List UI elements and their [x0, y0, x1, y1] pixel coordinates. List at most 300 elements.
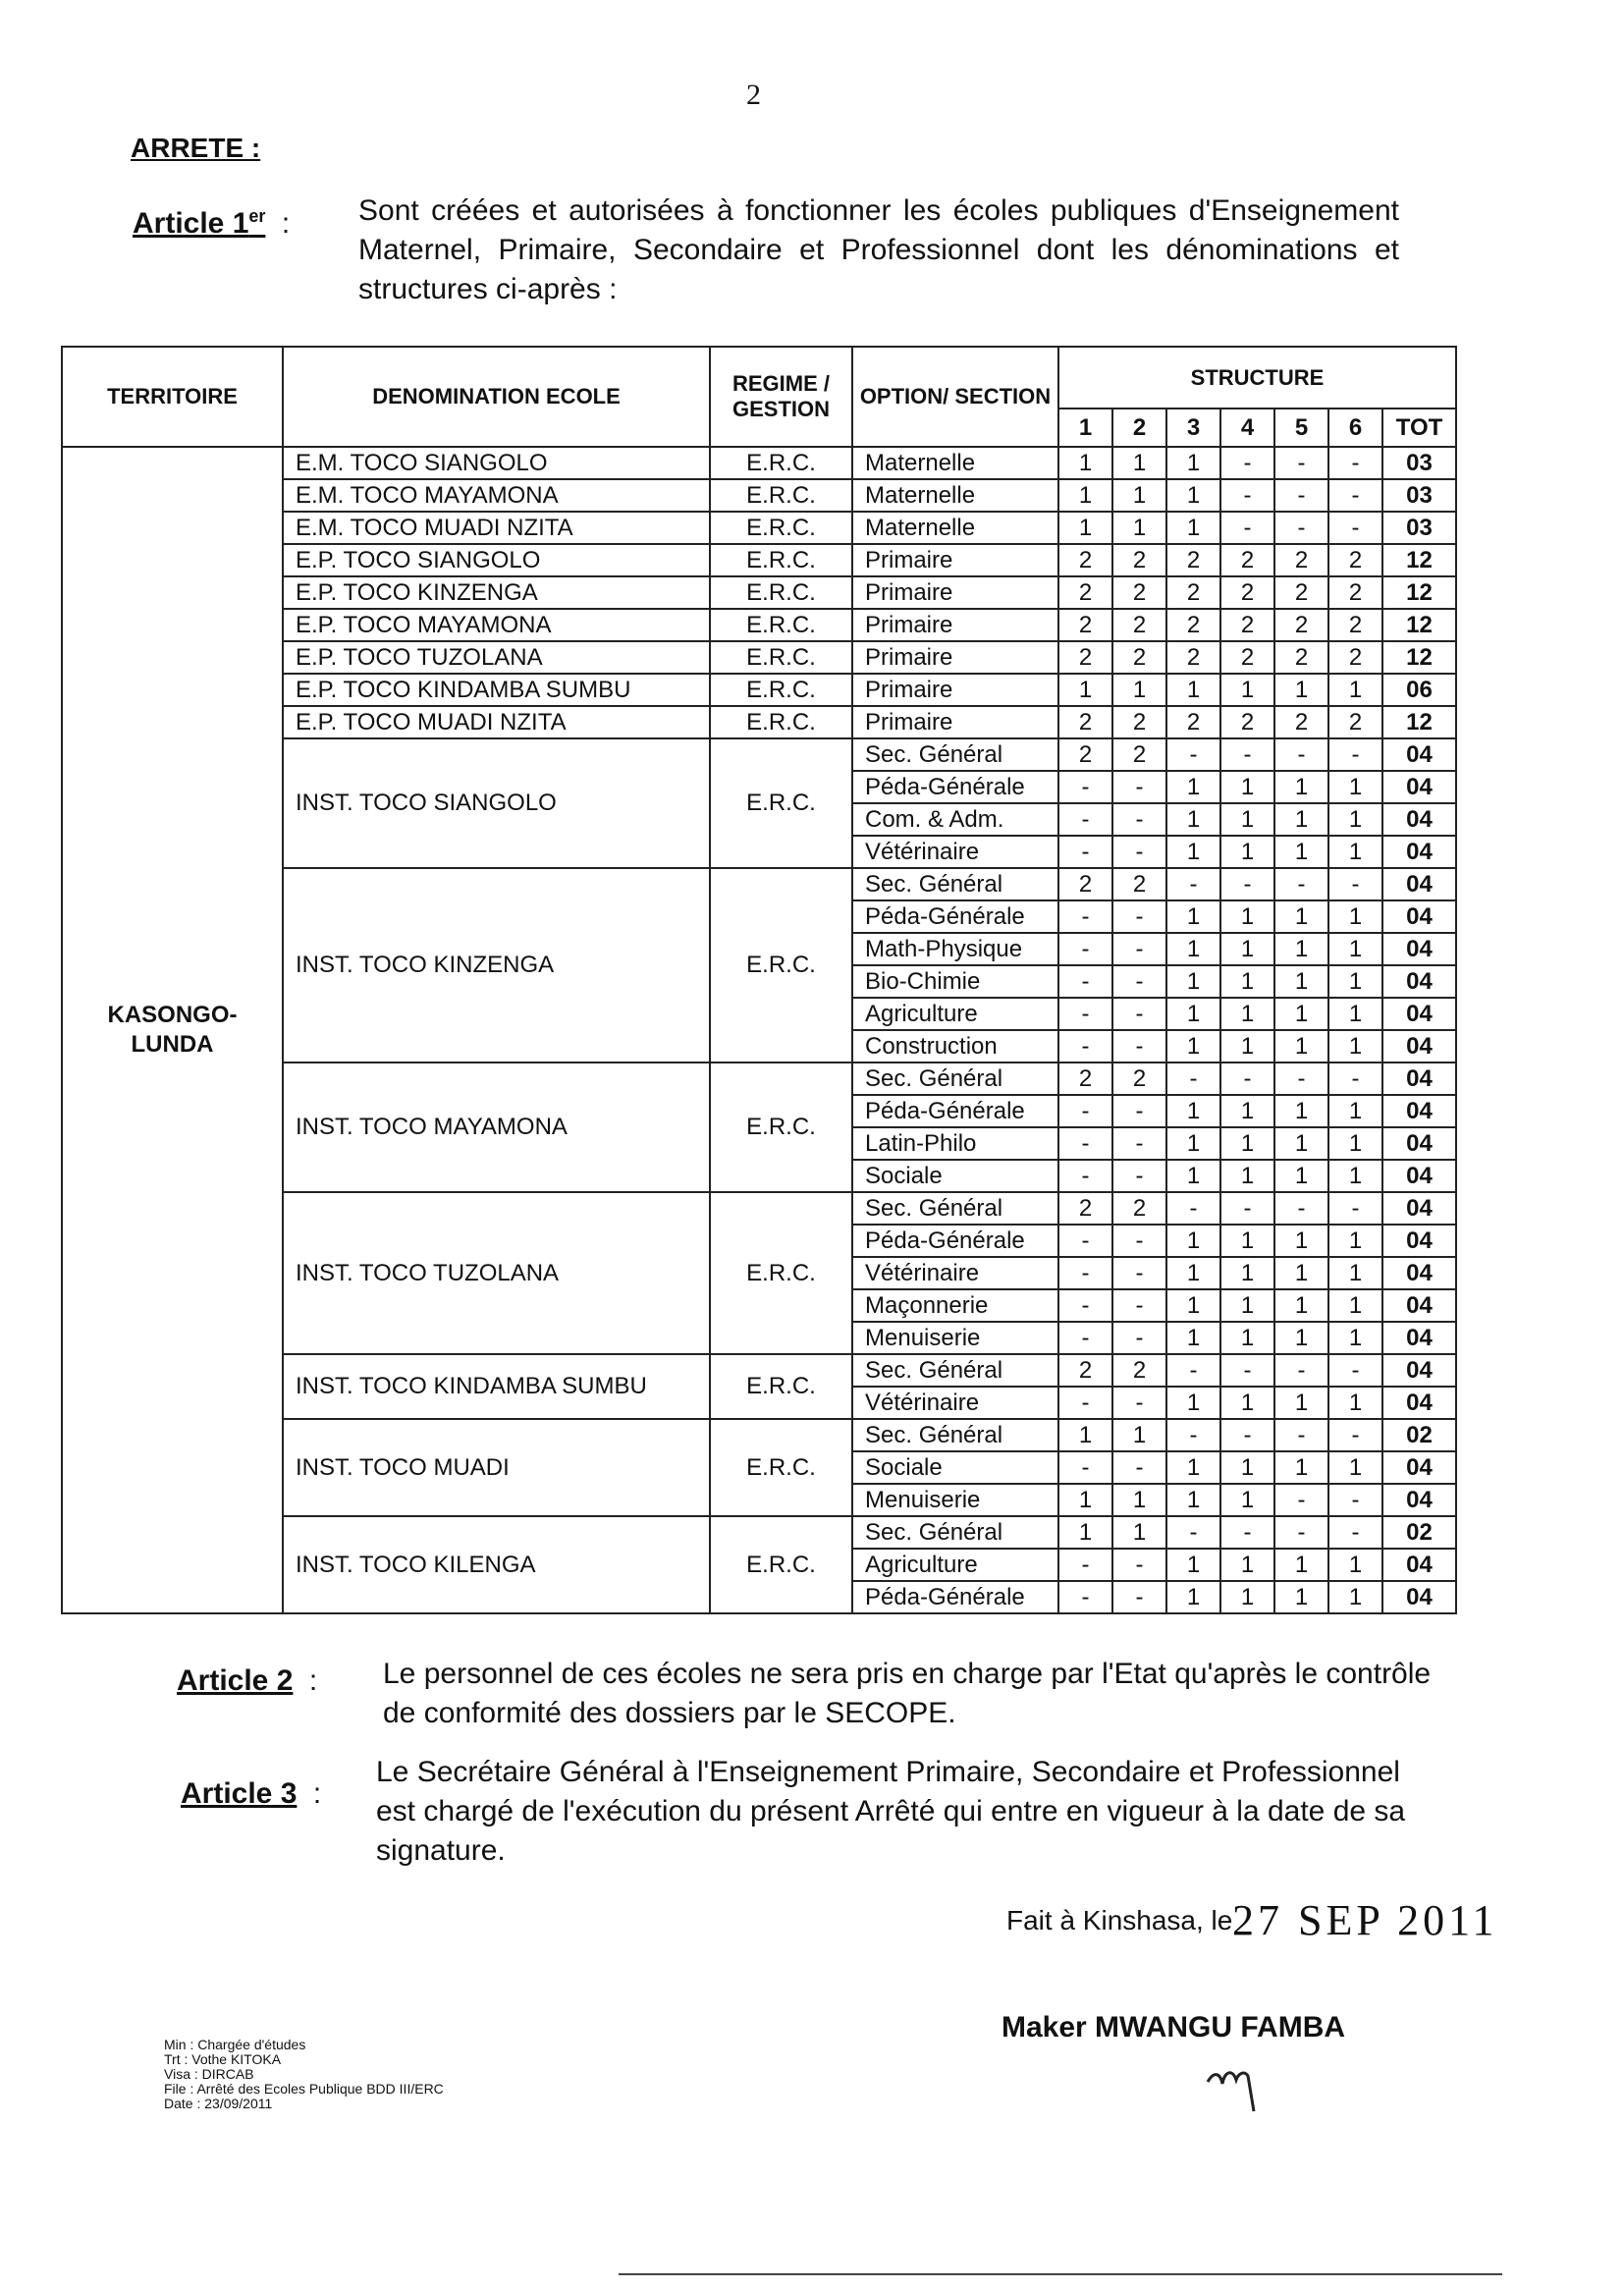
- structure-cell: -: [1328, 738, 1382, 771]
- option-cell: Vétérinaire: [852, 1257, 1058, 1289]
- article3-label-block: [181, 1777, 321, 1811]
- structure-cell: 2: [1112, 738, 1166, 771]
- article2-label-block: [177, 1664, 317, 1698]
- structure-cell: -: [1166, 868, 1220, 900]
- structure-cell: 1: [1058, 1516, 1112, 1549]
- structure-cell: -: [1112, 1451, 1166, 1484]
- page-number: 2: [746, 79, 761, 111]
- structure-cell: 2: [1274, 641, 1328, 674]
- structure-cell: 1: [1166, 1289, 1220, 1322]
- school-name-cell: E.P. TOCO TUZOLANA: [283, 641, 710, 674]
- structure-cell: 1: [1274, 1451, 1328, 1484]
- regime-cell: E.R.C.: [710, 1192, 852, 1354]
- structure-cell: -: [1058, 1127, 1112, 1160]
- fait-a-kinshasa: Fait à Kinshasa, le: [1006, 1905, 1233, 1935]
- total-cell: 04: [1382, 1354, 1456, 1387]
- structure-cell: -: [1112, 1387, 1166, 1419]
- structure-cell: 1: [1274, 933, 1328, 965]
- structure-cell: 1: [1328, 1387, 1382, 1419]
- total-cell: 04: [1382, 868, 1456, 900]
- structure-cell: 1: [1166, 1127, 1220, 1160]
- structure-cell: 2: [1328, 641, 1382, 674]
- structure-cell: 1: [1058, 447, 1112, 479]
- structure-cell: -: [1220, 738, 1274, 771]
- structure-cell: 2: [1220, 609, 1274, 641]
- structure-cell: 1: [1166, 836, 1220, 868]
- structure-cell: -: [1328, 1192, 1382, 1225]
- option-cell: Construction: [852, 1030, 1058, 1063]
- total-cell: 04: [1382, 998, 1456, 1030]
- structure-cell: 2: [1328, 576, 1382, 609]
- structure-cell: 1: [1220, 1160, 1274, 1192]
- structure-cell: -: [1058, 965, 1112, 998]
- structure-cell: -: [1112, 1549, 1166, 1581]
- structure-cell: 1: [1166, 1387, 1220, 1419]
- school-name-cell: INST. TOCO TUZOLANA: [283, 1192, 710, 1354]
- structure-cell: -: [1058, 1581, 1112, 1613]
- option-cell: Sec. Général: [852, 1419, 1058, 1451]
- total-cell: 02: [1382, 1516, 1456, 1549]
- structure-cell: 1: [1328, 803, 1382, 836]
- total-cell: 04: [1382, 1225, 1456, 1257]
- structure-cell: -: [1220, 447, 1274, 479]
- structure-cell: 2: [1112, 576, 1166, 609]
- structure-cell: 2: [1112, 706, 1166, 738]
- structure-cell: 2: [1112, 609, 1166, 641]
- structure-cell: 1: [1166, 1581, 1220, 1613]
- structure-cell: 1: [1166, 933, 1220, 965]
- structure-cell: 1: [1274, 803, 1328, 836]
- structure-cell: -: [1274, 1063, 1328, 1095]
- school-name-cell: E.P. TOCO MAYAMONA: [283, 609, 710, 641]
- structure-cell: -: [1166, 1516, 1220, 1549]
- structure-cell: 1: [1328, 1451, 1382, 1484]
- structure-cell: 2: [1274, 576, 1328, 609]
- article3-text: Le Secrétaire Général à l'Enseignement Primaire, Secondaire et Professionnel est chargé de l'exécution du présent Arrêté qui entre en vigueur à la date de sa signature.: [376, 1756, 1406, 1867]
- structure-cell: -: [1058, 1387, 1112, 1419]
- option-cell: Maternelle: [852, 479, 1058, 512]
- structure-cell: -: [1220, 1354, 1274, 1387]
- structure-cell: 1: [1328, 1030, 1382, 1063]
- structure-cell: 1: [1274, 1030, 1328, 1063]
- structure-cell: 1: [1220, 1549, 1274, 1581]
- school-name-cell: INST. TOCO KILENGA: [283, 1516, 710, 1613]
- structure-cell: 2: [1166, 706, 1220, 738]
- structure-cell: 1: [1166, 900, 1220, 933]
- option-cell: Péda-Générale: [852, 1581, 1058, 1613]
- structure-cell: 2: [1220, 544, 1274, 576]
- structure-cell: 1: [1220, 1095, 1274, 1127]
- structure-cell: 1: [1220, 836, 1274, 868]
- structure-cell: -: [1112, 900, 1166, 933]
- total-cell: 12: [1382, 544, 1456, 576]
- structure-cell: -: [1058, 1451, 1112, 1484]
- header-col-3: 3: [1166, 409, 1220, 447]
- structure-cell: 1: [1166, 1030, 1220, 1063]
- regime-cell: E.R.C.: [710, 1354, 852, 1419]
- total-cell: 03: [1382, 447, 1456, 479]
- structure-cell: -: [1274, 512, 1328, 544]
- school-name-cell: E.P. TOCO SIANGOLO: [283, 544, 710, 576]
- structure-cell: 2: [1166, 544, 1220, 576]
- structure-cell: 1: [1166, 1257, 1220, 1289]
- structure-cell: 1: [1166, 1160, 1220, 1192]
- structure-cell: -: [1112, 1030, 1166, 1063]
- structure-cell: 1: [1328, 1127, 1382, 1160]
- option-cell: Sociale: [852, 1451, 1058, 1484]
- total-cell: 04: [1382, 803, 1456, 836]
- structure-cell: -: [1058, 771, 1112, 803]
- structure-cell: -: [1328, 447, 1382, 479]
- structure-cell: -: [1274, 1192, 1328, 1225]
- structure-cell: 1: [1220, 1257, 1274, 1289]
- structure-cell: 1: [1328, 1257, 1382, 1289]
- footer-line: File : Arrêté des Ecoles Publique BDD III/ERC: [164, 2081, 444, 2097]
- arrete-heading: ARRETE :: [131, 133, 261, 163]
- structure-cell: 1: [1220, 1030, 1274, 1063]
- structure-cell: 1: [1112, 674, 1166, 706]
- total-cell: 04: [1382, 1095, 1456, 1127]
- structure-cell: 2: [1112, 544, 1166, 576]
- structure-cell: 2: [1220, 576, 1274, 609]
- structure-cell: -: [1274, 479, 1328, 512]
- school-name-cell: E.P. TOCO KINZENGA: [283, 576, 710, 609]
- structure-cell: 1: [1274, 1095, 1328, 1127]
- structure-cell: 1: [1274, 1387, 1328, 1419]
- structure-cell: -: [1058, 900, 1112, 933]
- structure-cell: -: [1058, 933, 1112, 965]
- structure-cell: 1: [1220, 1289, 1274, 1322]
- total-cell: 04: [1382, 933, 1456, 965]
- header-col-2: 2: [1112, 409, 1166, 447]
- structure-cell: 1: [1274, 1289, 1328, 1322]
- total-cell: 12: [1382, 576, 1456, 609]
- total-cell: 12: [1382, 609, 1456, 641]
- total-cell: 04: [1382, 1484, 1456, 1516]
- structure-cell: -: [1328, 1063, 1382, 1095]
- structure-cell: 1: [1112, 1484, 1166, 1516]
- option-cell: Agriculture: [852, 998, 1058, 1030]
- school-name-cell: INST. TOCO MUADI: [283, 1419, 710, 1516]
- structure-cell: -: [1058, 1030, 1112, 1063]
- structure-cell: 2: [1058, 1063, 1112, 1095]
- territoire-cell: KASONGO-LUNDA: [62, 447, 283, 1613]
- total-cell: 04: [1382, 836, 1456, 868]
- structure-cell: -: [1058, 998, 1112, 1030]
- structure-cell: -: [1220, 868, 1274, 900]
- structure-cell: 1: [1328, 1225, 1382, 1257]
- structure-cell: -: [1058, 1289, 1112, 1322]
- structure-cell: 1: [1220, 900, 1274, 933]
- structure-cell: -: [1220, 1192, 1274, 1225]
- regime-cell: E.R.C.: [710, 609, 852, 641]
- footer-references: [164, 2038, 444, 2111]
- footer-line: Trt : Vothe KITOKA: [164, 2051, 282, 2067]
- option-cell: Primaire: [852, 609, 1058, 641]
- structure-cell: 2: [1058, 738, 1112, 771]
- structure-cell: -: [1058, 1160, 1112, 1192]
- structure-cell: 1: [1274, 998, 1328, 1030]
- structure-cell: 1: [1058, 1419, 1112, 1451]
- structure-cell: -: [1274, 447, 1328, 479]
- structure-cell: -: [1112, 1322, 1166, 1354]
- total-cell: 04: [1382, 1160, 1456, 1192]
- total-cell: 04: [1382, 1549, 1456, 1581]
- structure-cell: -: [1220, 479, 1274, 512]
- structure-cell: -: [1112, 1581, 1166, 1613]
- total-cell: 04: [1382, 1387, 1456, 1419]
- structure-cell: 1: [1166, 479, 1220, 512]
- structure-cell: 1: [1166, 1484, 1220, 1516]
- option-cell: Menuiserie: [852, 1322, 1058, 1354]
- header-col-tot: TOT: [1382, 409, 1456, 447]
- structure-cell: 1: [1274, 1322, 1328, 1354]
- structure-cell: -: [1328, 868, 1382, 900]
- header-col-1: 1: [1058, 409, 1112, 447]
- structure-cell: -: [1112, 1257, 1166, 1289]
- header-territoire: TERRITOIRE: [62, 347, 283, 447]
- structure-cell: -: [1220, 512, 1274, 544]
- structure-cell: 1: [1220, 803, 1274, 836]
- structure-cell: -: [1166, 1063, 1220, 1095]
- structure-cell: 1: [1112, 1516, 1166, 1549]
- structure-cell: 1: [1166, 1549, 1220, 1581]
- structure-cell: 1: [1328, 771, 1382, 803]
- structure-cell: -: [1112, 803, 1166, 836]
- structure-cell: 2: [1058, 609, 1112, 641]
- structure-cell: 1: [1166, 771, 1220, 803]
- option-cell: Sec. Général: [852, 868, 1058, 900]
- header-col-4: 4: [1220, 409, 1274, 447]
- option-cell: Péda-Générale: [852, 1095, 1058, 1127]
- handwritten-signature: [1203, 2052, 1272, 2121]
- structure-cell: -: [1220, 1516, 1274, 1549]
- header-option: OPTION/ SECTION: [852, 347, 1058, 447]
- structure-cell: -: [1112, 1289, 1166, 1322]
- structure-cell: 1: [1274, 1127, 1328, 1160]
- article2-label: Article 2: [177, 1664, 294, 1697]
- structure-cell: -: [1166, 738, 1220, 771]
- school-name-cell: INST. TOCO KINZENGA: [283, 868, 710, 1063]
- structure-cell: 1: [1166, 1451, 1220, 1484]
- total-cell: 04: [1382, 1030, 1456, 1063]
- option-cell: Com. & Adm.: [852, 803, 1058, 836]
- structure-cell: 1: [1112, 1419, 1166, 1451]
- total-cell: 03: [1382, 512, 1456, 544]
- structure-cell: 1: [1328, 998, 1382, 1030]
- regime-cell: E.R.C.: [710, 479, 852, 512]
- total-cell: 04: [1382, 1581, 1456, 1613]
- total-cell: 12: [1382, 641, 1456, 674]
- regime-cell: E.R.C.: [710, 738, 852, 868]
- option-cell: Latin-Philo: [852, 1127, 1058, 1160]
- structure-cell: 1: [1166, 1322, 1220, 1354]
- option-cell: Math-Physique: [852, 933, 1058, 965]
- structure-cell: 1: [1166, 1225, 1220, 1257]
- total-cell: 03: [1382, 479, 1456, 512]
- option-cell: Sec. Général: [852, 1063, 1058, 1095]
- option-cell: Sec. Général: [852, 738, 1058, 771]
- structure-cell: -: [1328, 1516, 1382, 1549]
- date-stamp: 27 SEP 2011: [1232, 1896, 1498, 1944]
- header-structure: STRUCTURE: [1058, 347, 1456, 409]
- total-cell: 04: [1382, 738, 1456, 771]
- total-cell: 06: [1382, 674, 1456, 706]
- article3-label: Article 3: [181, 1777, 298, 1810]
- structure-cell: 1: [1112, 512, 1166, 544]
- structure-cell: 1: [1220, 1451, 1274, 1484]
- structure-cell: 1: [1166, 998, 1220, 1030]
- structure-cell: -: [1328, 512, 1382, 544]
- header-regime: REGIME / GESTION: [710, 347, 852, 447]
- structure-cell: 1: [1112, 479, 1166, 512]
- structure-cell: 1: [1166, 674, 1220, 706]
- structure-cell: 2: [1058, 706, 1112, 738]
- structure-cell: 2: [1328, 609, 1382, 641]
- regime-cell: E.R.C.: [710, 544, 852, 576]
- structure-cell: 1: [1328, 965, 1382, 998]
- structure-cell: 2: [1112, 641, 1166, 674]
- structure-cell: 2: [1274, 706, 1328, 738]
- structure-cell: 2: [1220, 641, 1274, 674]
- structure-cell: 1: [1274, 1257, 1328, 1289]
- structure-cell: 1: [1274, 1225, 1328, 1257]
- structure-cell: 1: [1220, 1322, 1274, 1354]
- structure-cell: 1: [1166, 803, 1220, 836]
- structure-cell: -: [1112, 1127, 1166, 1160]
- option-cell: Vétérinaire: [852, 836, 1058, 868]
- structure-cell: -: [1058, 1257, 1112, 1289]
- structure-cell: 2: [1112, 1192, 1166, 1225]
- header-col-6: 6: [1328, 409, 1382, 447]
- structure-cell: -: [1058, 803, 1112, 836]
- school-name-cell: INST. TOCO SIANGOLO: [283, 738, 710, 868]
- option-cell: Péda-Générale: [852, 900, 1058, 933]
- structure-cell: -: [1058, 836, 1112, 868]
- structure-cell: -: [1166, 1419, 1220, 1451]
- structure-cell: 2: [1220, 706, 1274, 738]
- structure-cell: -: [1058, 1225, 1112, 1257]
- regime-cell: E.R.C.: [710, 641, 852, 674]
- structure-cell: 2: [1166, 609, 1220, 641]
- structure-cell: -: [1112, 965, 1166, 998]
- structure-cell: -: [1112, 1160, 1166, 1192]
- school-name-cell: E.M. TOCO MUADI NZITA: [283, 512, 710, 544]
- structure-cell: -: [1058, 1095, 1112, 1127]
- option-cell: Primaire: [852, 576, 1058, 609]
- structure-cell: -: [1328, 1419, 1382, 1451]
- structure-cell: 1: [1274, 1549, 1328, 1581]
- structure-cell: 1: [1274, 836, 1328, 868]
- option-cell: Sec. Général: [852, 1354, 1058, 1387]
- structure-cell: 2: [1112, 1354, 1166, 1387]
- structure-cell: -: [1328, 1484, 1382, 1516]
- structure-cell: -: [1058, 1549, 1112, 1581]
- article1-label: Article 1er: [133, 206, 266, 240]
- structure-cell: 1: [1220, 965, 1274, 998]
- structure-cell: -: [1274, 1484, 1328, 1516]
- footer-line: Min : Chargée d'études: [164, 2037, 306, 2052]
- regime-cell: E.R.C.: [710, 1516, 852, 1613]
- regime-cell: E.R.C.: [710, 868, 852, 1063]
- option-cell: Primaire: [852, 706, 1058, 738]
- article3-colon: :: [312, 1777, 322, 1810]
- structure-cell: 1: [1112, 447, 1166, 479]
- signatory-name: Maker MWANGU FAMBA: [1001, 2011, 1346, 2044]
- article2-text: Le personnel de ces écoles ne sera pris en charge par l'Etat qu'après le contrôle de conformité des dossiers par le SECOPE.: [383, 1658, 1432, 1729]
- school-name-cell: E.P. TOCO KINDAMBA SUMBU: [283, 674, 710, 706]
- option-cell: Agriculture: [852, 1549, 1058, 1581]
- structure-cell: -: [1274, 1516, 1328, 1549]
- bottom-rule: [619, 2273, 1502, 2275]
- structure-cell: 2: [1058, 641, 1112, 674]
- structure-cell: 1: [1274, 1581, 1328, 1613]
- structure-cell: -: [1058, 1322, 1112, 1354]
- table-row: [62, 447, 1456, 479]
- structure-cell: 1: [1274, 1160, 1328, 1192]
- regime-cell: E.R.C.: [710, 1419, 852, 1516]
- regime-cell: E.R.C.: [710, 576, 852, 609]
- structure-cell: 1: [1328, 1289, 1382, 1322]
- structure-cell: 2: [1166, 576, 1220, 609]
- structure-cell: 1: [1328, 900, 1382, 933]
- structure-cell: -: [1112, 836, 1166, 868]
- structure-cell: 2: [1058, 1354, 1112, 1387]
- option-cell: Maçonnerie: [852, 1289, 1058, 1322]
- structure-cell: 2: [1274, 544, 1328, 576]
- structure-cell: 1: [1328, 1581, 1382, 1613]
- structure-cell: 1: [1274, 674, 1328, 706]
- structure-cell: 1: [1058, 512, 1112, 544]
- total-cell: 04: [1382, 1127, 1456, 1160]
- structure-cell: 1: [1220, 1484, 1274, 1516]
- structure-cell: -: [1220, 1419, 1274, 1451]
- structure-cell: 1: [1058, 674, 1112, 706]
- structure-cell: 1: [1058, 479, 1112, 512]
- option-cell: Vétérinaire: [852, 1387, 1058, 1419]
- structure-cell: -: [1166, 1354, 1220, 1387]
- structure-cell: -: [1328, 1354, 1382, 1387]
- structure-cell: 1: [1058, 1484, 1112, 1516]
- regime-cell: E.R.C.: [710, 512, 852, 544]
- option-cell: Maternelle: [852, 512, 1058, 544]
- article1-text: Sont créées et autorisées à fonctionner les écoles publiques d'Enseignement Maternel, Primaire, Secondaire et Professionnel dont les dénominations et structures ci-après :: [358, 194, 1399, 305]
- option-cell: Sec. Général: [852, 1192, 1058, 1225]
- school-name-cell: INST. TOCO MAYAMONA: [283, 1063, 710, 1192]
- footer-line: Visa : DIRCAB: [164, 2066, 254, 2082]
- structure-cell: 2: [1058, 544, 1112, 576]
- structure-cell: 2: [1112, 1063, 1166, 1095]
- option-cell: Menuiserie: [852, 1484, 1058, 1516]
- school-name-cell: E.P. TOCO MUADI NZITA: [283, 706, 710, 738]
- article1-label-block: [133, 206, 290, 241]
- option-cell: Maternelle: [852, 447, 1058, 479]
- structure-cell: -: [1274, 1354, 1328, 1387]
- school-name-cell: E.M. TOCO SIANGOLO: [283, 447, 710, 479]
- structure-cell: -: [1220, 1063, 1274, 1095]
- structure-cell: -: [1274, 1419, 1328, 1451]
- regime-cell: E.R.C.: [710, 447, 852, 479]
- total-cell: 04: [1382, 1289, 1456, 1322]
- structure-cell: 1: [1274, 900, 1328, 933]
- structure-cell: 2: [1058, 868, 1112, 900]
- header-col-5: 5: [1274, 409, 1328, 447]
- structure-cell: 1: [1166, 512, 1220, 544]
- structure-cell: 1: [1328, 1322, 1382, 1354]
- total-cell: 04: [1382, 900, 1456, 933]
- total-cell: 12: [1382, 706, 1456, 738]
- structure-cell: 1: [1220, 1387, 1274, 1419]
